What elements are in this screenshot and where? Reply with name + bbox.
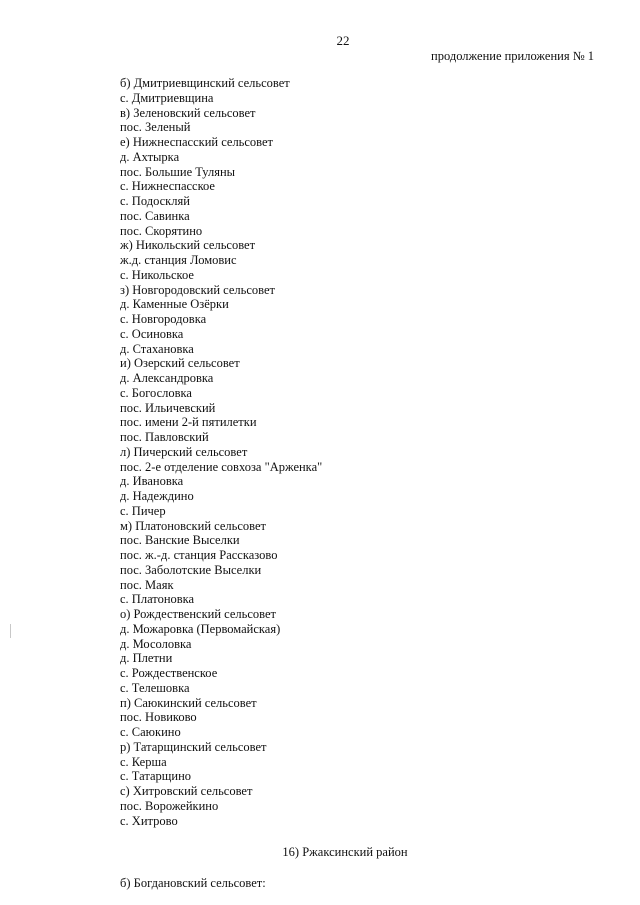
list-item: с. Татарщино <box>120 769 192 784</box>
list-item: пос. Зеленый <box>120 120 191 135</box>
list-item: пос. Маяк <box>120 577 174 592</box>
list-item: пос. 2-е отделение совхоза "Арженка" <box>120 459 323 474</box>
list-item: пос. Скорятино <box>120 223 203 238</box>
scan-margin-mark <box>10 624 11 638</box>
list-item: р) Татарщинский сельсовет <box>120 739 267 754</box>
list-item: с. Новгородовка <box>120 312 207 326</box>
list-item: д. Каменные Озёрки <box>120 297 229 312</box>
list-item: с) Хитровский сельсовет <box>120 784 253 798</box>
list-item: пос. Заболотские Выселки <box>120 562 262 577</box>
list-item: з) Новгородовский сельсовет <box>120 282 275 297</box>
list-item: м) Платоновский сельсовет <box>120 518 266 533</box>
list-item: пос. Ильичевский <box>120 400 216 415</box>
list-item: л) Пичерский сельсовет <box>120 444 248 459</box>
list-item: с. Никольское <box>120 267 194 282</box>
list-item: с. Рождественское <box>120 666 218 680</box>
list-item: пос. имени 2-й пятилетки <box>120 415 257 430</box>
list-item: пос. Большие Туляны <box>120 164 236 179</box>
list-item: с. Дмитриевщина <box>120 90 214 105</box>
list-item: д. Стахановка <box>120 341 194 356</box>
list-item: е) Нижнеспасский сельсовет <box>120 135 274 149</box>
list-item: с. Телешовка <box>120 680 190 695</box>
list-item: пос. Савинка <box>120 208 190 223</box>
list-item: пос. Ванские Выселки <box>120 533 240 548</box>
list-item: с. Нижнеспасское <box>120 179 215 194</box>
list-item: б) Дмитриевщинский сельсовет <box>120 76 290 90</box>
list-item: д. Плетни <box>120 651 173 666</box>
list-item: д. Ивановка <box>120 474 184 489</box>
list-item: с. Пичер <box>120 503 166 518</box>
list-item: п) Саюкинский сельсовет <box>120 695 257 710</box>
council-entry: б) Богдановский сельсовет: <box>120 876 266 890</box>
list-item: д. Ахтырка <box>120 149 180 164</box>
list-item: и) Озерский сельсовет <box>120 356 240 371</box>
list-item: с. Керша <box>120 754 167 769</box>
list-item: пос. Новиково <box>120 710 197 725</box>
settlement-list <box>120 76 322 828</box>
list-item: д. Можаровка (Первомайская) <box>120 621 281 636</box>
list-item: с. Осиновка <box>120 326 184 341</box>
list-item: д. Александровка <box>120 371 214 385</box>
list-item: с. Подоскляй <box>120 194 190 208</box>
list-item: ж) Никольский сельсовет <box>120 238 256 253</box>
list-item: в) Зеленовский сельсовет <box>120 105 256 120</box>
list-item: д. Мосоловка <box>120 636 192 651</box>
list-item: о) Рождественский сельсовет <box>120 607 276 621</box>
page-number: 22 <box>336 33 350 48</box>
appendix-continuation-note: продолжение приложения № 1 <box>431 49 594 63</box>
list-item: с. Хитрово <box>120 813 178 828</box>
district-heading: 16) Ржаксинский район <box>282 845 408 859</box>
list-item: пос. ж.-д. станция Рассказово <box>120 548 278 562</box>
list-item: ж.д. станция Ломовис <box>120 253 237 267</box>
list-item: с. Саюкино <box>120 725 181 739</box>
list-item: с. Платоновка <box>120 592 195 607</box>
list-item: д. Надеждино <box>120 489 194 503</box>
list-item: с. Богословка <box>120 385 192 400</box>
list-item: пос. Ворожейкино <box>120 798 219 813</box>
list-item: пос. Павловский <box>120 430 209 444</box>
